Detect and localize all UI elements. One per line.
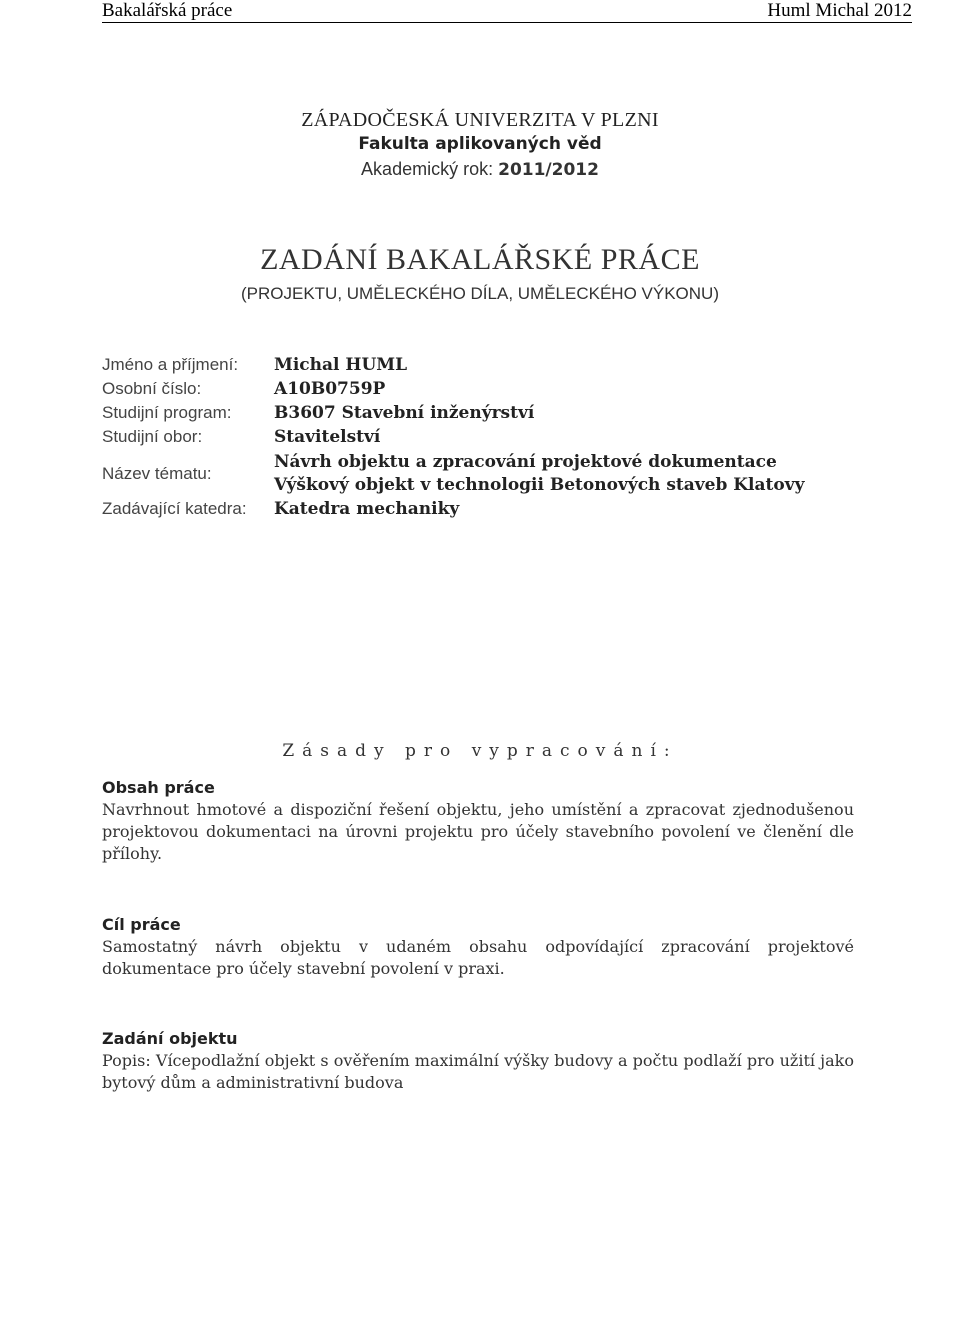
id-label: Osobní číslo:: [102, 379, 202, 398]
goal-title: Cíl práce: [102, 915, 181, 934]
field-label: Studijní obor:: [102, 427, 203, 446]
running-header: [102, 0, 912, 23]
topic-value: [274, 451, 804, 497]
info-row-id: [102, 379, 862, 403]
header-author-year: Huml Michal 2012: [767, 0, 912, 21]
academic-year-label: Akademický rok:: [361, 159, 494, 179]
department-value: Katedra mechaniky: [274, 499, 460, 519]
info-row-name: [102, 355, 862, 379]
info-row-department: [102, 499, 862, 523]
academic-year-value: 2011/2012: [498, 160, 599, 180]
topic-line-2: Výškový objekt v technologii Betonových staveb Klatovy: [274, 475, 805, 495]
page-subtitle: (PROJEKTU, UMĚLECKÉHO DÍLA, UMĚLECKÉHO VÝKONU): [241, 284, 719, 303]
info-row-field: [102, 427, 862, 451]
university-block: [0, 108, 960, 183]
field-value: Stavitelství: [274, 427, 381, 447]
header-document-type: Bakalářská práce: [102, 0, 233, 21]
section-goal: [102, 914, 854, 980]
principles-heading: Zásady pro vypracování:: [282, 741, 678, 761]
id-value: A10B0759P: [274, 379, 386, 399]
content-body: Navrhnout hmotové a dispoziční řešení objektu, jeho umístění a zpracovat zjednodušenou projektovou dokumentaci na úrovni projektu pro účely stavebního povolení ve členění dle přílohy.: [102, 800, 854, 863]
assignment-title: Zadání objektu: [102, 1029, 238, 1048]
department-label: Zadávající katedra:: [102, 499, 247, 518]
section-assignment: [102, 1028, 854, 1094]
topic-line-1: Návrh objektu a zpracování projektové dokumentace: [274, 452, 777, 472]
section-content: [102, 777, 854, 865]
info-row-topic: [102, 451, 862, 499]
assignment-body: Popis: Vícepodlažní objekt s ověřením maximální výšky budovy a počtu podlaží pro užití jako bytový dům a administrativní budova: [102, 1051, 854, 1092]
topic-label: Název tématu:: [102, 464, 212, 483]
goal-body: Samostatný návrh objektu v udaném obsahu odpovídající zpracování projektové dokumentace pro účely stavební povolení v praxi.: [102, 937, 854, 978]
faculty-name: Fakulta aplikovaných věd: [358, 134, 602, 154]
name-value: Michal HUML: [274, 355, 408, 375]
university-name: ZÁPADOČESKÁ UNIVERZITA V PLZNI: [301, 109, 659, 131]
content-title: Obsah práce: [102, 778, 215, 797]
program-label: Studijní program:: [102, 403, 232, 422]
info-row-program: [102, 403, 862, 427]
page-title: ZADÁNÍ BAKALÁŘSKÉ PRÁCE: [260, 243, 700, 276]
academic-year: [0, 156, 960, 183]
name-label: Jméno a příjmení:: [102, 355, 239, 374]
program-value: B3607 Stavební inženýrství: [274, 403, 535, 423]
student-info: [102, 355, 862, 523]
